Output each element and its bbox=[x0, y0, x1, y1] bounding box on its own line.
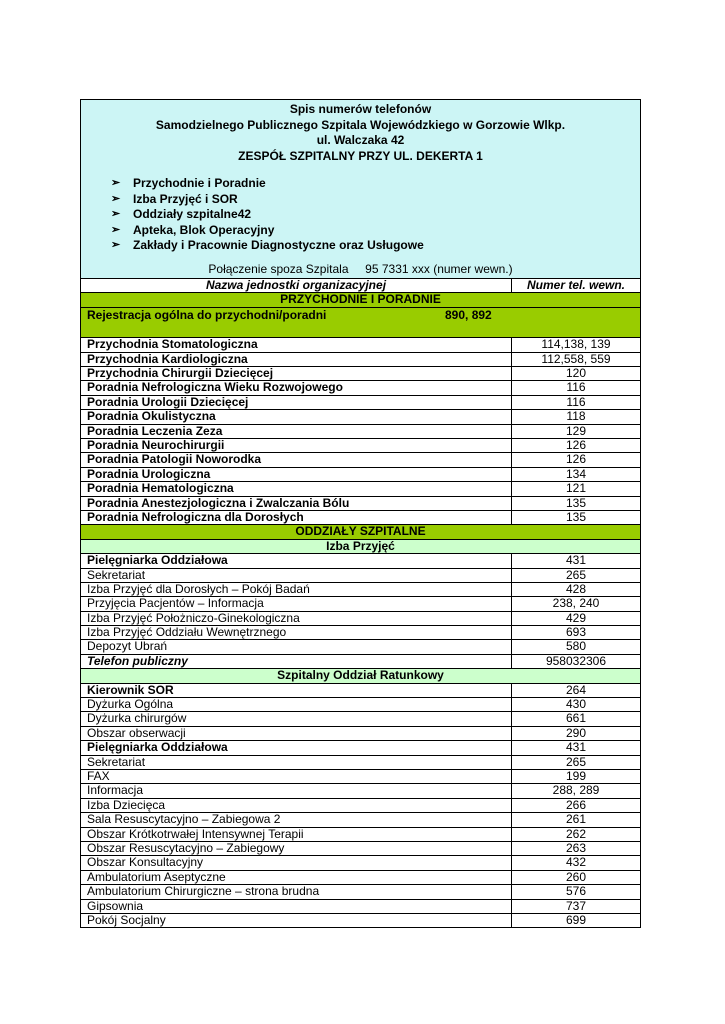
row-unit-name: Gipsownia bbox=[81, 900, 512, 913]
registration-label: Rejestracja ogólna do przychodni/poradni bbox=[87, 307, 327, 322]
contents-item: ➢ Oddziały szpitalne42 bbox=[111, 207, 252, 221]
table-row bbox=[81, 783, 640, 797]
row-phone-number: 120 bbox=[565, 366, 587, 381]
row-phone-number: 262 bbox=[565, 826, 587, 841]
row-phone-number: 265 bbox=[565, 754, 587, 769]
row-unit-name: Poradnia Nefrologiczna Wieku Rozwojowego bbox=[81, 381, 512, 394]
row-phone-number: 288, 289 bbox=[552, 783, 600, 798]
row-phone-number: 430 bbox=[565, 697, 587, 712]
registration-row bbox=[81, 307, 640, 338]
table-row bbox=[81, 841, 640, 855]
row-unit-name: Izba Dziecięca bbox=[81, 799, 512, 812]
row-unit-name: Pielęgniarka Oddziałowa bbox=[81, 741, 512, 754]
row-unit-name: Pielęgniarka Oddziałowa bbox=[81, 554, 512, 567]
table-row bbox=[81, 438, 640, 452]
column-header-name: Nazwa jednostki organizacyjnej bbox=[81, 279, 512, 292]
row-phone-number: 958032306 bbox=[545, 653, 607, 668]
row-phone-number: 114,138, 139 bbox=[541, 337, 611, 352]
header-complex: ZESPÓŁ SZPITALNY PRZY UL. DEKERTA 1 bbox=[238, 148, 483, 163]
row-phone-number: 290 bbox=[565, 725, 587, 740]
row-unit-name: Poradnia Leczenia Zeza bbox=[81, 425, 512, 438]
table-row bbox=[81, 510, 640, 524]
table-row bbox=[81, 611, 640, 625]
row-phone-number: 428 bbox=[565, 581, 587, 596]
row-phone-number: 121 bbox=[565, 481, 587, 496]
table-row bbox=[81, 352, 640, 366]
table-row bbox=[81, 409, 640, 423]
row-phone-number: 129 bbox=[565, 423, 587, 438]
table-row bbox=[81, 596, 640, 610]
table-row bbox=[81, 625, 640, 639]
row-phone-number: 126 bbox=[565, 438, 587, 453]
row-unit-name: Obszar Resuscytacyjno – Zabiegowy bbox=[81, 842, 512, 855]
table-row bbox=[81, 827, 640, 841]
arrow-bullet-icon: ➢ bbox=[111, 192, 121, 205]
arrow-bullet-icon: ➢ bbox=[111, 177, 121, 189]
table-row bbox=[81, 467, 640, 481]
connection-label: Połączenie spoza Szpitala bbox=[208, 261, 349, 276]
row-unit-name: Poradnia Anestezjologiczna i Zwalczania Bólu bbox=[81, 497, 512, 510]
table-row bbox=[81, 337, 640, 351]
external-connection-note bbox=[81, 262, 640, 279]
directory-header bbox=[81, 100, 640, 278]
row-unit-name: Poradnia Nefrologiczna dla Dorosłych bbox=[81, 511, 512, 524]
row-phone-number: 116 bbox=[566, 394, 586, 409]
sor-table bbox=[81, 683, 640, 928]
column-header-row bbox=[81, 278, 640, 292]
row-unit-name: Obszar Krótkotrwałej Intensywnej Terapii bbox=[81, 828, 512, 841]
contents-item: ➢ Przychodnie i Poradnie bbox=[111, 176, 266, 190]
section-oddzialy: ODDZIAŁY SZPITALNE bbox=[81, 524, 640, 538]
row-unit-name: FAX bbox=[81, 770, 512, 783]
row-phone-number: 693 bbox=[565, 625, 587, 640]
row-unit-name: Informacja bbox=[81, 784, 512, 797]
row-phone-number: 263 bbox=[565, 840, 587, 855]
section-izba: Izba Przyjęć bbox=[81, 539, 640, 553]
table-row bbox=[81, 726, 640, 740]
table-row bbox=[81, 740, 640, 754]
table-row bbox=[81, 424, 640, 438]
table-row bbox=[81, 913, 640, 927]
table-row bbox=[81, 582, 640, 596]
row-unit-name: Depozyt Ubrań bbox=[81, 640, 512, 653]
row-phone-number: 580 bbox=[565, 639, 587, 654]
row-phone-number: 265 bbox=[565, 567, 587, 582]
row-unit-name: Dyżurka chirurgów bbox=[81, 712, 512, 725]
table-row bbox=[81, 884, 640, 898]
table-row bbox=[81, 755, 640, 769]
row-phone-number: 431 bbox=[565, 553, 587, 568]
table-row bbox=[81, 553, 640, 567]
row-phone-number: 264 bbox=[565, 682, 587, 697]
row-phone-number: 126 bbox=[565, 452, 587, 467]
connection-value: 95 7331 xxx (numer wewn.) bbox=[365, 261, 513, 276]
row-unit-name: Poradnia Urologiczna bbox=[81, 468, 512, 481]
table-row bbox=[81, 855, 640, 869]
row-unit-name: Poradnia Neurochirurgii bbox=[81, 439, 512, 452]
table-row bbox=[81, 812, 640, 826]
row-phone-number: 134 bbox=[565, 466, 587, 481]
table-row bbox=[81, 798, 640, 812]
table-row bbox=[81, 683, 640, 697]
table-row bbox=[81, 395, 640, 409]
clinics-table bbox=[81, 337, 640, 524]
registration-number: 890, 892 bbox=[445, 307, 492, 322]
row-phone-number: 576 bbox=[565, 884, 587, 899]
header-title: Spis numerów telefonów bbox=[289, 102, 432, 116]
row-unit-name: Przyjęcia Pacjentów – Informacja bbox=[81, 597, 512, 610]
row-unit-name: Przychodnia Kardiologiczna bbox=[81, 353, 512, 366]
table-row bbox=[81, 697, 640, 711]
row-phone-number: 260 bbox=[565, 869, 587, 884]
table-row bbox=[81, 366, 640, 380]
section-sor: Szpitalny Oddział Ratunkowy bbox=[81, 668, 640, 682]
row-phone-number: 431 bbox=[565, 740, 587, 755]
row-unit-name: Kierownik SOR bbox=[81, 684, 512, 697]
table-row bbox=[81, 899, 640, 913]
row-unit-name: Poradnia Hematologiczna bbox=[81, 482, 512, 495]
row-phone-number: 135 bbox=[565, 495, 587, 510]
row-unit-name: Przychodnia Chirurgii Dziecięcej bbox=[81, 367, 512, 380]
row-unit-name: Sala Resuscytacyjno – Zabiegowa 2 bbox=[81, 813, 512, 826]
row-unit-name: Ambulatorium Aseptyczne bbox=[81, 871, 512, 884]
row-unit-name: Obszar Konsultacyjny bbox=[81, 856, 512, 869]
row-unit-name: Sekretariat bbox=[81, 569, 512, 582]
row-phone-number: 429 bbox=[565, 610, 587, 625]
row-unit-name: Poradnia Urologii Dziecięcej bbox=[81, 396, 512, 409]
arrow-bullet-icon: ➢ bbox=[111, 239, 121, 251]
row-unit-name: Przychodnia Stomatologiczna bbox=[81, 338, 512, 351]
contents-list bbox=[111, 176, 640, 254]
row-phone-number: 118 bbox=[566, 409, 586, 424]
row-unit-name: Ambulatorium Chirurgiczne – strona brudna bbox=[81, 885, 512, 898]
row-phone-number: 135 bbox=[565, 509, 587, 524]
header-hospital: Samodzielnego Publicznego Szpitala Wojewódzkiego w Gorzowie Wlkp. bbox=[155, 117, 566, 132]
table-row bbox=[81, 380, 640, 394]
row-phone-number: 116 bbox=[566, 380, 586, 395]
arrow-bullet-icon: ➢ bbox=[111, 208, 121, 220]
row-phone-number: 661 bbox=[565, 711, 587, 726]
izba-table bbox=[81, 553, 640, 668]
row-unit-name: Sekretariat bbox=[81, 756, 512, 769]
table-row bbox=[81, 870, 640, 884]
row-unit-name: Telefon publiczny bbox=[81, 655, 512, 668]
contents-item: ➢ Apteka, Blok Operacyjny bbox=[111, 222, 275, 237]
row-phone-number: 261 bbox=[565, 812, 587, 827]
row-unit-name: Pokój Socjalny bbox=[81, 914, 512, 927]
table-row bbox=[81, 654, 640, 668]
row-phone-number: 199 bbox=[565, 769, 587, 783]
table-row bbox=[81, 639, 640, 653]
row-unit-name: Izba Przyjęć Położniczo-Ginekologiczna bbox=[81, 612, 512, 625]
table-row bbox=[81, 481, 640, 495]
row-phone-number: 238, 240 bbox=[552, 596, 600, 611]
header-address: ul. Walczaka 42 bbox=[316, 133, 405, 147]
column-header-number: Numer tel. wewn. bbox=[526, 278, 626, 292]
row-phone-number: 699 bbox=[565, 912, 587, 927]
phone-directory bbox=[80, 99, 641, 928]
contents-item: ➢ Zakłady i Pracownie Diagnostyczne oraz Usługowe bbox=[111, 238, 424, 252]
row-unit-name: Izba Przyjęć dla Dorosłych – Pokój Badań bbox=[81, 583, 512, 596]
row-phone-number: 737 bbox=[565, 898, 587, 913]
row-unit-name: Obszar obserwacji bbox=[81, 727, 512, 740]
contents-item: ➢ Izba Przyjęć i SOR bbox=[111, 191, 238, 206]
row-unit-name: Poradnia Patologii Noworodka bbox=[81, 453, 512, 466]
section-przychodnie: PRZYCHODNIE I PORADNIE bbox=[81, 292, 640, 306]
row-phone-number: 266 bbox=[565, 797, 587, 812]
table-row bbox=[81, 711, 640, 725]
table-row bbox=[81, 568, 640, 582]
row-unit-name: Poradnia Okulistyczna bbox=[81, 410, 512, 423]
row-unit-name: Izba Przyjęć Oddziału Wewnętrznego bbox=[81, 626, 512, 639]
arrow-bullet-icon: ➢ bbox=[111, 223, 121, 236]
table-row bbox=[81, 452, 640, 466]
row-phone-number: 432 bbox=[565, 855, 587, 870]
row-unit-name: Dyżurka Ogólna bbox=[81, 698, 512, 711]
row-phone-number: 112,558, 559 bbox=[541, 351, 611, 366]
table-row bbox=[81, 496, 640, 510]
table-row bbox=[81, 769, 640, 783]
